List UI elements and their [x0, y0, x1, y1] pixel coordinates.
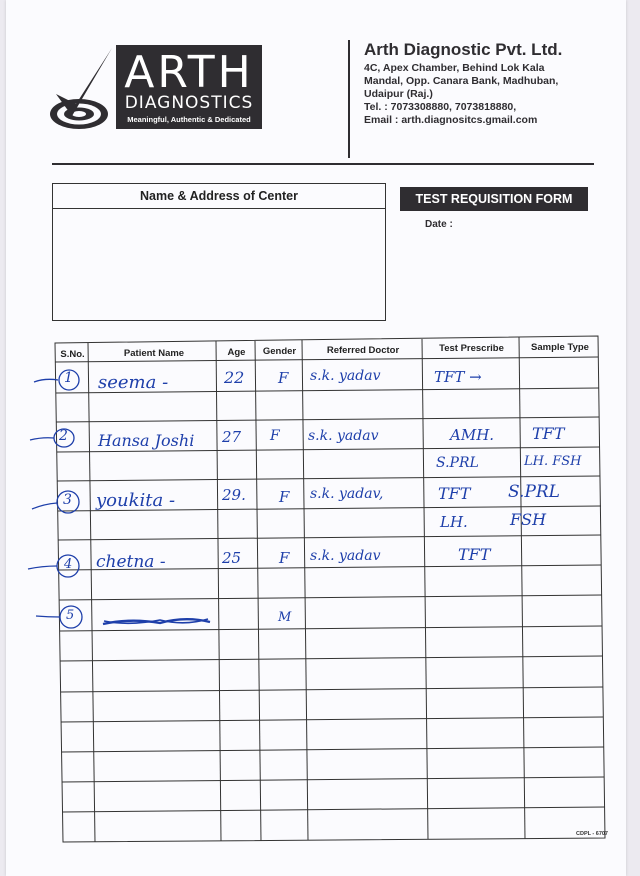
address-line: 4C, Apex Chamber, Behind Lok Kala	[364, 62, 545, 74]
row3-test: TFT	[438, 484, 471, 503]
brand-subtitle: DIAGNOSTICS	[124, 93, 254, 113]
row2-sample: TFT	[532, 424, 565, 443]
row2-patient-name: Hansa Joshi	[98, 431, 195, 450]
form-title: TEST REQUISITION FORM	[400, 187, 588, 211]
row3-sample: S.PRL	[508, 482, 560, 502]
row2-sample-2: LH. FSH	[524, 454, 582, 469]
row4-age: 25	[222, 549, 242, 567]
row4-sno: 4	[64, 557, 73, 572]
row1-age: 22	[224, 368, 245, 387]
row2-test: AMH.	[450, 426, 495, 444]
row3-doctor: s.k. yadav,	[310, 486, 384, 502]
col-header-test-prescribe: Test Prescribe	[439, 343, 504, 354]
row1-patient-name: seema -	[98, 372, 169, 393]
email-line: Email : arth.diagnositcs.gmail.com	[364, 114, 538, 126]
row2-age: 27	[222, 428, 242, 446]
col-header-sample-type: Sample Type	[531, 342, 589, 353]
col-header-patient-name: Patient Name	[123, 348, 185, 359]
brand-tagline: Meaningful, Authentic & Dedicated	[127, 115, 251, 124]
date-label: Date :	[425, 219, 453, 230]
row3-test-2: LH.	[440, 513, 468, 531]
phone-line: Tel. : 7073308880, 7073818880,	[364, 101, 517, 113]
form-code: CDPL - 6707	[576, 831, 608, 837]
row1-gender: F	[278, 369, 289, 387]
row2-sno: 2	[59, 428, 68, 444]
center-box-title: Name & Address of Center	[53, 184, 385, 209]
row5-gender: M	[278, 610, 292, 625]
row3-sample-2: FSH	[510, 510, 547, 529]
row2-test-2: S.PRL	[436, 455, 479, 471]
row3-patient-name: youkita -	[96, 490, 176, 511]
col-header-age: Age	[227, 347, 246, 358]
row1-test: TFT →	[434, 368, 482, 386]
row4-gender: F	[279, 549, 290, 567]
row4-doctor: s.k. yadav	[310, 548, 381, 564]
company-name: Arth Diagnostic Pvt. Ltd.	[364, 40, 563, 59]
row3-age: 29.	[222, 486, 246, 504]
row1-doctor: s.k. yadav	[310, 368, 381, 384]
col-header-sno: S.No.	[60, 349, 85, 360]
row2-doctor: s.k. yadav	[308, 428, 379, 444]
row2-gender: F	[270, 428, 280, 444]
address-line: Udaipur (Raj.)	[364, 88, 433, 100]
row5-sno: 5	[66, 608, 75, 623]
row1-sno: 1	[64, 370, 73, 386]
col-header-referred-doctor: Referred Doctor	[326, 345, 400, 356]
row4-test: TFT	[458, 545, 491, 564]
row3-gender: F	[279, 488, 290, 506]
row3-sno: 3	[63, 492, 72, 508]
row4-patient-name: chetna -	[96, 552, 166, 572]
col-header-gender: Gender	[262, 346, 297, 357]
brand-name: ARTH	[124, 47, 254, 98]
address-line: Mandal, Opp. Canara Bank, Madhuban,	[364, 75, 559, 87]
